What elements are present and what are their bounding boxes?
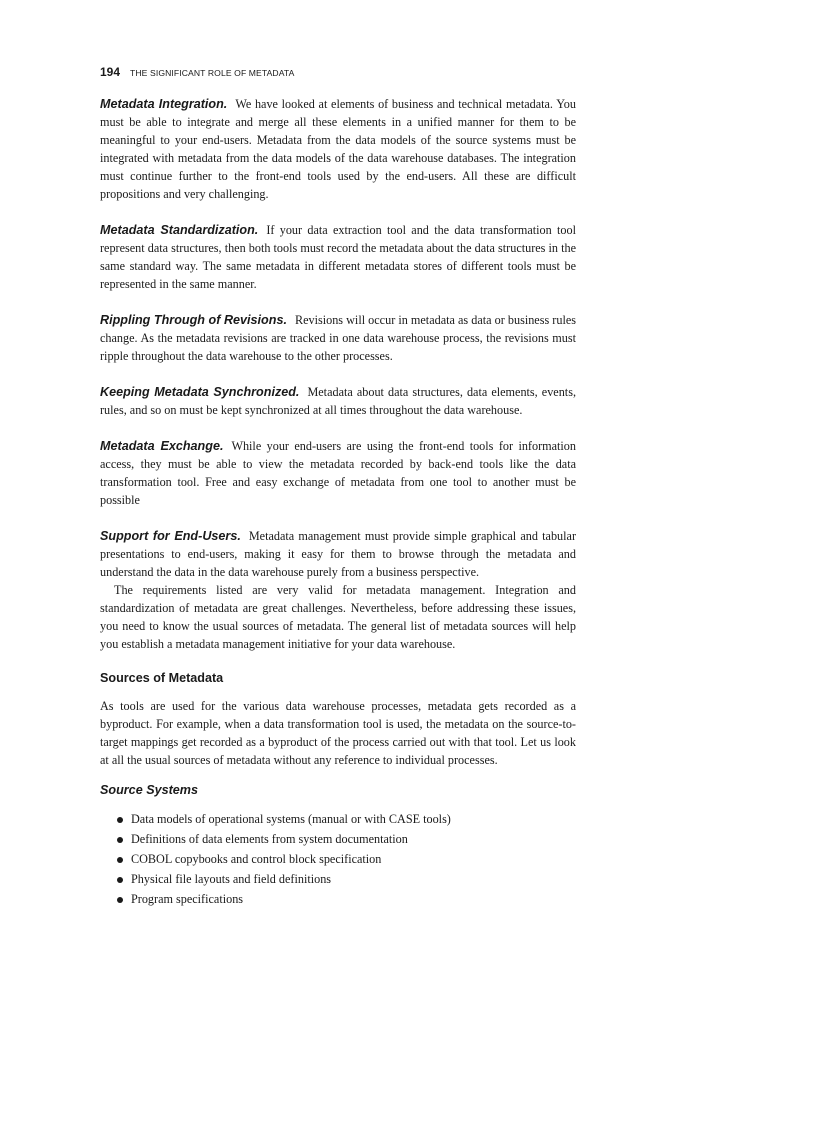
run-in-heading: Support for End-Users.	[100, 529, 241, 543]
metadata-integration-paragraph	[100, 95, 576, 203]
support-end-users-paragraph	[100, 527, 576, 581]
closing-paragraph: The requirements listed are very valid for metadata management. Integration and standardization of metadata are great challenges. Nevertheless, before addressing these issues, you need to know the usual sources of metadata. The general list of metadata sources will help you establish a metadata management initiative for your data warehouse.	[100, 583, 576, 651]
page-body	[100, 95, 576, 909]
run-in-heading: Metadata Integration.	[100, 97, 228, 111]
paragraph-text: Metadata management must provide simple graphical and tabular presentations to end-users, making it easy for them to browse through the metadata and understand the data in the data warehouse purely from a business perspective.	[100, 529, 577, 579]
list-item-text: COBOL copybooks and control block specification	[131, 852, 382, 866]
run-in-heading: Metadata Exchange.	[100, 439, 224, 453]
paragraph-text: If your data extraction tool and the data transformation tool represent data structures, then both tools must record the metadata about the data structures in the same standard way. The same metadata in different metadata stores of different tools must be represented in the same manner.	[100, 223, 577, 291]
paragraph-text: Metadata about data structures, data elements, events, rules, and so on must be kept synchronized at all times throughout the data warehouse.	[100, 385, 576, 417]
bullet-icon	[117, 877, 123, 883]
sources-paragraph: As tools are used for the various data warehouse processes, metadata gets recorded as a byproduct. For example, when a data transformation tool is used, the metadata on the source-to-target mappings get recorded as a byproduct of the process carried out with that tool. Let us look at all the usual sources of metadata without any reference to individual processes.	[100, 699, 576, 767]
list-item	[100, 889, 576, 909]
list-item-text: Program specifications	[131, 892, 244, 906]
list-item	[100, 849, 576, 869]
keeping-synchronized-paragraph	[100, 383, 576, 419]
run-in-heading: Metadata Standardization.	[100, 223, 259, 237]
running-header	[100, 63, 576, 79]
run-in-heading: Rippling Through of Revisions.	[100, 313, 287, 327]
page-number: 194	[100, 65, 121, 79]
list-item	[100, 869, 576, 889]
bullet-icon	[117, 837, 123, 843]
bullet-icon	[117, 897, 123, 903]
paragraph-text: While your end-users are using the front-end tools for information access, they must be able to view the metadata recorded by back-end tools like the data transformation tool. Free and easy exchange of metadata from one tool to another must be possible	[100, 439, 576, 507]
source-systems-list	[100, 809, 576, 909]
bullet-icon	[117, 857, 123, 863]
metadata-standardization-paragraph	[100, 221, 576, 293]
list-item	[100, 809, 576, 829]
list-item-text: Data models of operational systems (manual or with CASE tools)	[131, 812, 451, 826]
running-title: THE SIGNIFICANT ROLE OF METADATA	[130, 68, 295, 78]
bullet-icon	[117, 817, 123, 823]
list-item	[100, 829, 576, 849]
list-item-text: Physical file layouts and field definitions	[131, 872, 332, 886]
metadata-exchange-paragraph	[100, 437, 576, 509]
rippling-revisions-paragraph	[100, 311, 576, 365]
list-item-text: Definitions of data elements from system documentation	[131, 832, 408, 846]
paragraph-text: We have looked at elements of business and technical metadata. You must be able to integrate and merge all these elements in a unified manner for them to be meaningful to your end-users. Metadata from the data models of the source systems must be integrated with metadata from the data models of the data warehouse databases. The integration must continue further to the front-end tools used by the end-users. All these are difficult propositions and very challenging.	[100, 97, 576, 201]
run-in-heading: Keeping Metadata Synchronized.	[100, 385, 300, 399]
paragraph-text: Revisions will occur in metadata as data or business rules change. As the metadata revisions are tracked in one data warehouse process, the revisions must ripple throughout the data warehouse to the other processes.	[100, 313, 576, 363]
source-systems-heading: Source Systems	[100, 783, 199, 797]
sources-of-metadata-heading: Sources of Metadata	[100, 671, 224, 685]
